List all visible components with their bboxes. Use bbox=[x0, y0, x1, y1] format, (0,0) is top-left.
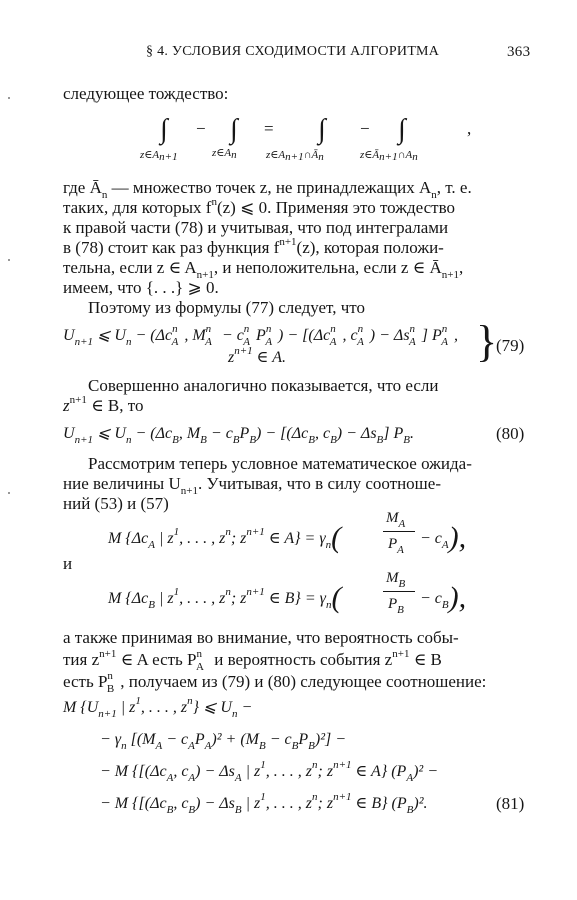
eqA-right: − $c_A$), bbox=[420, 521, 467, 554]
paragraph-line: есть $P^n_B$ , получаем из (79) и (80) следующее соотношение: bbox=[63, 670, 487, 695]
integral-sign: ∫ bbox=[230, 114, 238, 145]
paragraph-line: имеем, что {. . .} ⩾ 0. bbox=[63, 278, 219, 297]
paragraph-line: Совершенно аналогично показывается, что если bbox=[88, 376, 439, 395]
identity-equals: = bbox=[264, 119, 274, 138]
eq81-line1: M {$U_{n+1}$ | $z^1$, . . . , $z^n$} ⩽ $U_n$ − bbox=[63, 695, 253, 720]
margin-mark bbox=[8, 492, 10, 494]
equation-number-81: (81) bbox=[496, 794, 525, 813]
equation-number-80: (80) bbox=[496, 424, 525, 443]
eqB-right: − $c_B$), bbox=[420, 581, 467, 614]
paragraph-line: Рассмотрим теперь условное математическое ожида- bbox=[88, 454, 472, 473]
eq81-line3: − M {[($\Delta c_A$, $c_A) - \Delta s_A$ | $z^1$, . . . , $z^n$; $z^{n+1}$ ∈ A} $(P_A)^2$ − bbox=[100, 759, 438, 784]
paragraph-line: в (78) стоит как раз функция $f^{n+1}(z)$, которая положи- bbox=[63, 236, 444, 257]
eqB-left: M {$\Delta c_B$ | $z^1$, . . . , $z^n$; $z^{n+1}$ ∈ $B\} = \gamma_n$( bbox=[108, 581, 342, 614]
fraction-numerator: $M_B$ bbox=[386, 570, 406, 590]
intro-line: следующее тождество: bbox=[63, 84, 229, 103]
eq81-line2: − $\gamma_n$ $[(M_A - c_AP_A)^2 + (M_B - c_BP_B)^2]$ − bbox=[100, 731, 347, 752]
integral-sign: ∫ bbox=[160, 114, 168, 145]
paragraph-line: $z^{n+1}$ ∈ B, то bbox=[63, 394, 144, 415]
eq81-line4: − M {[($\Delta c_B$, $c_B) - \Delta s_B$ | $z^1$, . . . , $z^n$; $z^{n+1}$ ∈ B} $(P_B)^2$. bbox=[100, 791, 428, 816]
integral-sign: ∫ bbox=[398, 114, 406, 145]
margin-mark bbox=[8, 97, 10, 99]
fraction-bar bbox=[383, 531, 415, 532]
integral-limit: z∈An+1 bbox=[140, 149, 178, 163]
paragraph-line: ний (53) и (57) bbox=[63, 494, 169, 513]
paragraph-line: ние величины $U_{n+1}$. Учитывая, что в силу соотноше- bbox=[63, 474, 441, 497]
paragraph-line: тия $z^{n+1}$ ∈ A есть $P^n_A$ и вероятность события $z^{n+1}$ ∈ B bbox=[63, 648, 442, 673]
integral-limit: z∈Ān+1∩An bbox=[360, 149, 418, 163]
margin-mark bbox=[8, 259, 10, 261]
integral-limit: z∈An+1∩Ān bbox=[266, 149, 324, 163]
paragraph-line: таких, для которых $f^n(z)$ ⩽ 0. Применяя это тождество bbox=[63, 196, 456, 217]
paragraph-line: к правой части (78) и учитывая, что под интегралами bbox=[63, 218, 449, 237]
eq79-line2: $z^{n+1}$ ∈ A. bbox=[228, 345, 286, 366]
integral-sign: ∫ bbox=[318, 114, 326, 145]
fraction-denominator: $P_B$ bbox=[388, 596, 404, 616]
page-number: 363 bbox=[507, 44, 531, 60]
eqA-left: M {$\Delta c_A$ | $z^1$, . . . , $z^n$; $z^{n+1}$ ∈ $A\} = \gamma_n$( bbox=[108, 521, 342, 554]
fraction-denominator: $P_A$ bbox=[388, 536, 404, 556]
paragraph-line: тельна, если z ∈ $A_{n+1}$, и неположительна, если z ∈ $Ā_{n+1}$, bbox=[63, 258, 464, 281]
paragraph-line: где $Ā_n$ — множество точек z, не принадлежащих $A_n$, т. е. bbox=[63, 178, 472, 201]
right-brace: } bbox=[476, 317, 498, 366]
eq80-line: $U_{n+1}$ ⩽ $U_n - (\Delta c_B$, $M_B - c_BP_B) - [(\Delta c_B$, $c_B) - \Delta s_B$] $P_B$. bbox=[63, 425, 415, 446]
running-header: § 4. УСЛОВИЯ СХОДИМОСТИ АЛГОРИТМА bbox=[146, 44, 440, 59]
integral-limit: z∈An bbox=[212, 147, 237, 161]
equation-number-79: (79) bbox=[496, 336, 525, 355]
fraction-numerator: $M_A$ bbox=[386, 510, 406, 530]
identity-minus: − bbox=[360, 119, 370, 138]
paragraph-line: а также принимая во внимание, что вероятность собы- bbox=[63, 628, 459, 647]
conjunction: и bbox=[63, 554, 73, 573]
identity-comma: , bbox=[467, 119, 472, 138]
eq79-line1: $U_{n+1}$ ⩽ $U_n - (\Delta c^n_A$ , $M^n_A - c^n_A$ $P^n_A$ ) − [($\Delta c^n_A$ , $c^n_A$ ) − $\Delta s^n_A$ ] $P^n_A$ , bbox=[63, 323, 459, 348]
fraction-bar bbox=[383, 591, 415, 592]
identity-minus: − bbox=[196, 119, 206, 138]
paragraph-line: Поэтому из формулы (77) следует, что bbox=[88, 298, 365, 317]
